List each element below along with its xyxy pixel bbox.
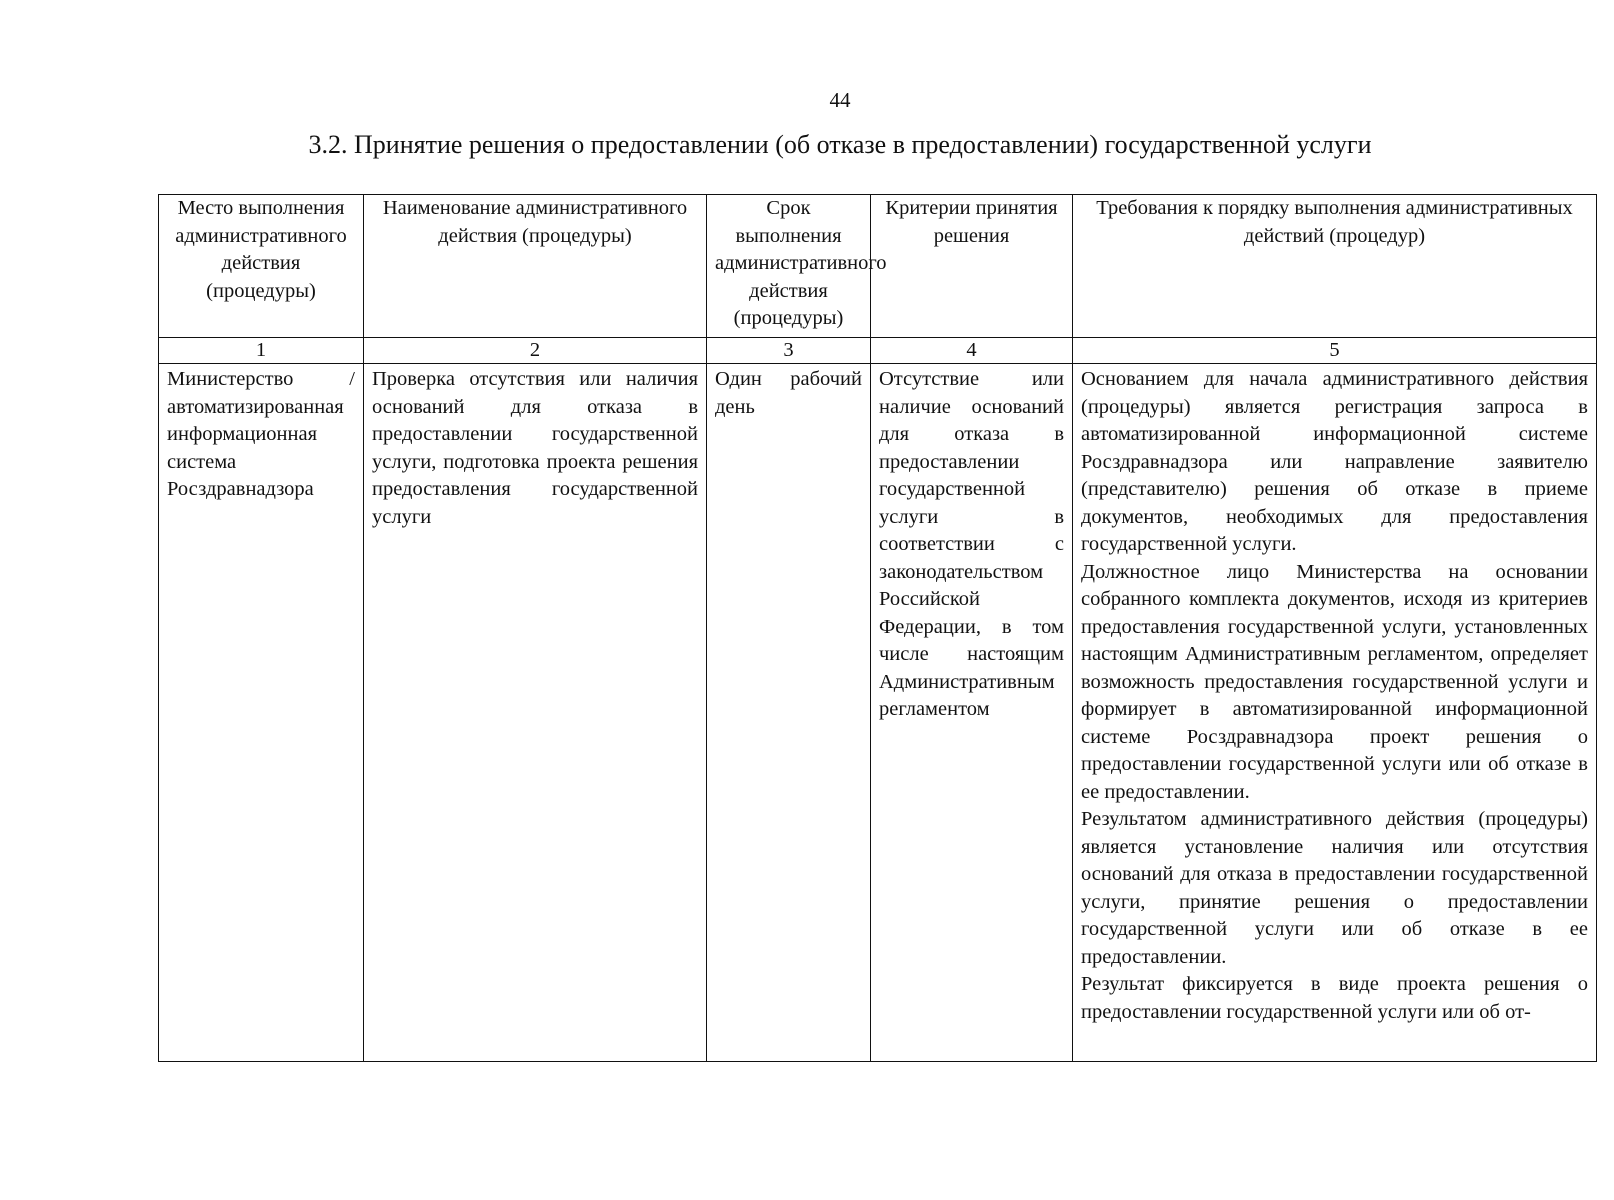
cell-action-name: Проверка отсутствия или наличия оснований для отказа в предоставлении государственной услуги, подготовка проекта решения предоставления государственной услуги bbox=[364, 364, 707, 1062]
requirements-paragraph: Должностное лицо Министерства на основании собранного комплекта документов, исходя из критериев предоставления государственной услуги, установленных настоящим Административным регламентом, определяет возможность предоставления государственной услуги и формирует в автоматизированной информационной системе Росздравнадзора проект решения о предоставлении государственной услуги или об отказе в ее предоставлении. bbox=[1081, 560, 1588, 803]
column-number: 2 bbox=[364, 338, 707, 364]
section-title: 3.2. Принятие решения о предоставлении (об отказе в предоставлении) государственной услуги bbox=[308, 130, 1372, 159]
header-requirements: Требования к порядку выполнения административных действий (процедур) bbox=[1073, 195, 1597, 338]
column-number: 3 bbox=[707, 338, 871, 364]
header-place: Место выполнения административного действия (процедуры) bbox=[159, 195, 364, 338]
header-action-name: Наименование административного действия (процедуры) bbox=[364, 195, 707, 338]
table-row bbox=[159, 364, 1597, 1062]
cell-term: Один рабочий день bbox=[707, 364, 871, 1062]
table-header-row bbox=[159, 195, 1597, 338]
column-number-row bbox=[159, 338, 1597, 364]
page-number: 44 bbox=[829, 88, 851, 112]
column-number: 5 bbox=[1073, 338, 1597, 364]
requirements-paragraph: Результат фиксируется в виде проекта решения о предоставлении государственной услуги или об от- bbox=[1081, 973, 1588, 1023]
cell-criteria: Отсутствие или наличие оснований для отказа в предоставлении государственной услуги в соответствии с законодательством Российской Федерации, в том числе настоящим Административным регламентом bbox=[871, 364, 1073, 1062]
column-number: 4 bbox=[871, 338, 1073, 364]
requirements-paragraph: Основанием для начала административного действия (процедуры) является регистрация запроса в автоматизированной информационной системе Росздравнадзора или направление заявителю (представителю) решения об отказе в приеме документов, необходимых для предоставления государственной услуги. bbox=[1081, 368, 1588, 555]
column-number: 1 bbox=[159, 338, 364, 364]
procedure-table bbox=[158, 194, 1597, 1062]
header-criteria: Критерии принятия решения bbox=[871, 195, 1073, 338]
cell-requirements bbox=[1073, 364, 1597, 1062]
requirements-paragraph: Результатом административного действия (процедуры) является установление наличия или отсутствия оснований для отказа в предоставлении государственной услуги, принятие решения о предоставлении государственной услуги или об отказе в ее предоставлении. bbox=[1081, 808, 1588, 968]
header-term: Срок выполнения административного действия (процедуры) bbox=[707, 195, 871, 338]
cell-place: Министерство / автоматизированная информационная система Росздравнадзора bbox=[159, 364, 364, 1062]
